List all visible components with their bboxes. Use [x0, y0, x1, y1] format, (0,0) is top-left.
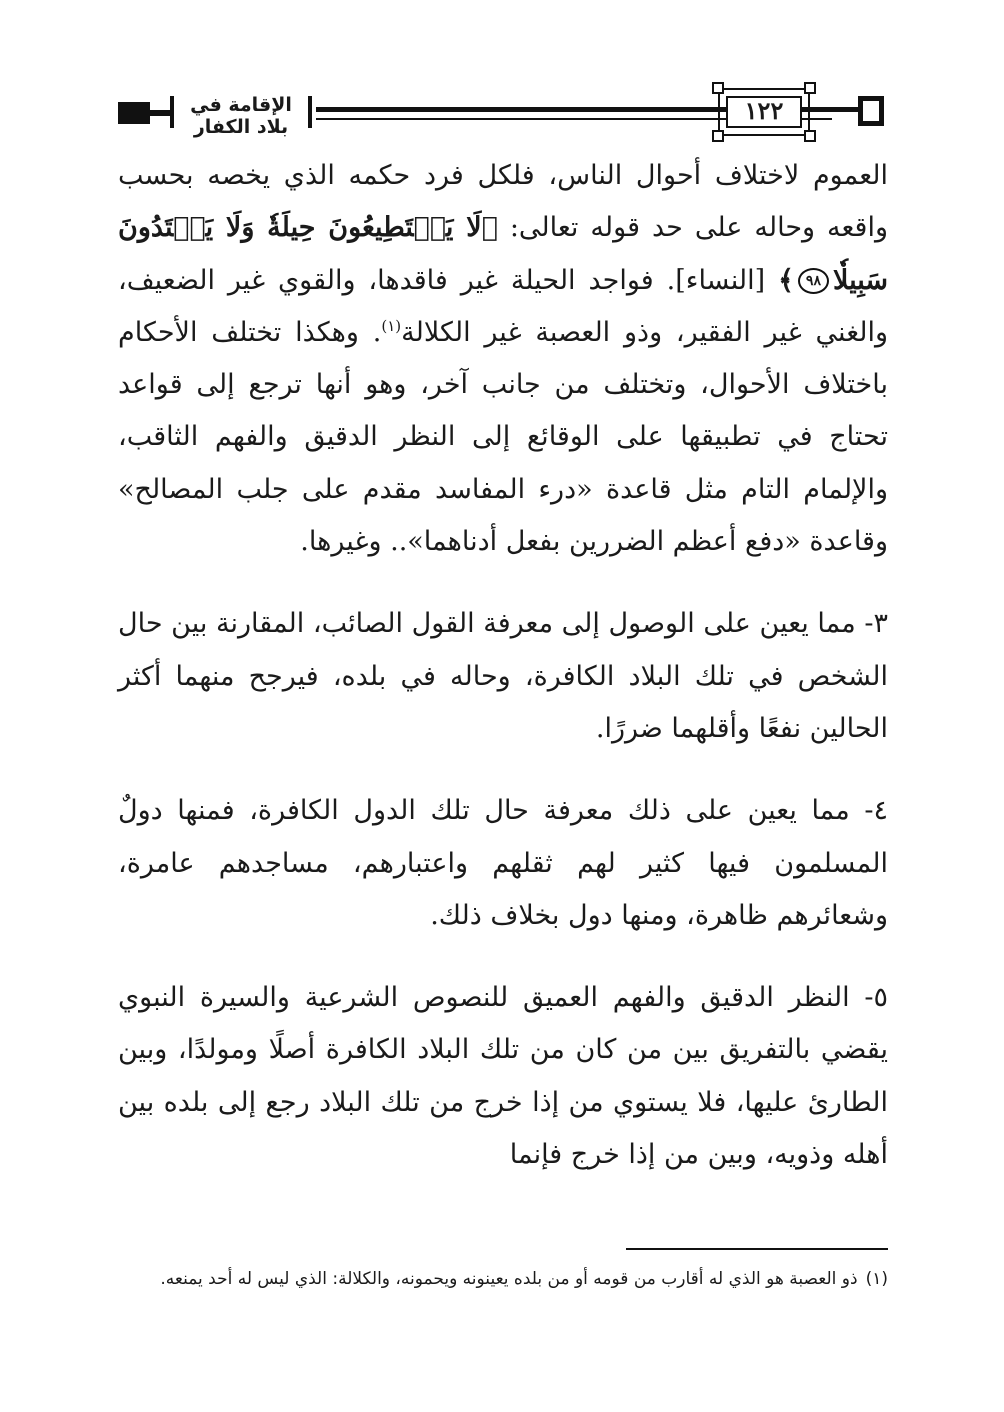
paragraph-text: [النساء]. فواجد الحيلة غير فاقدها، والقوي غير الضعيف، والغني غير الفقير، وذو العصبة غير الكلالة — [118, 264, 888, 348]
footnote-number: (١) — [865, 1269, 888, 1289]
frame-corner — [712, 130, 724, 142]
page-number-frame — [718, 88, 810, 136]
paragraph-3: ٤- مما يعين على ذلك معرفة حال تلك الدول الكافرة، فمنها دولٌ المسلمون فيها كثير لهم ثقلهم واعتبارهم، مساجدهم عامرة، وشعائرهم ظاهرة، ومنها دول بخلاف ذلك. — [118, 795, 888, 931]
header-ornament-bar — [170, 96, 174, 128]
page-number: ١٢٢ — [744, 96, 784, 125]
running-title: الإقامة في بلاد الكفار — [190, 94, 292, 138]
paragraph-1 — [118, 150, 888, 568]
paragraph-4: ٥- النظر الدقيق والفهم العميق للنصوص الشرعية والسيرة النبوي يقضي بالتفريق بين من كان من تلك البلاد الكافرة أصلًا ومولدًا، وبين الطارئ عليها، فلا يستوي من إذا خرج من تلك البلاد رجع إلى بلده بين أهله وذويه، وبين من إذا خرج فإنما — [118, 982, 888, 1171]
page-body — [118, 150, 888, 1181]
header-ornament-block — [118, 102, 150, 124]
footnote-reference[interactable]: (١) — [381, 316, 402, 335]
footnote — [118, 1262, 888, 1296]
paragraph-text: العموم لاختلاف أحوال الناس، فلكل فرد حكمه الذي يخصه بحسب واقعه وحاله على حد قوله تعالى: — [118, 160, 888, 244]
paragraph-2: ٣- مما يعين على الوصول إلى معرفة القول الصائب، المقارنة بين حال الشخص في تلك البلاد الكافرة، وحاله في بلده، فيرجح منهما أكثر الحالين نفعًا وأقلهما ضررًا. — [118, 608, 888, 744]
ayah-number: ٩٨ — [798, 268, 829, 294]
quran-text: ﴿لَا يَسۡتَطِيعُونَ حِيلَةٗ وَلَا يَهۡتَدُونَ سَبِيلٗا — [118, 212, 888, 296]
paragraph-text: . وهكذا تختلف الأحكام باختلاف الأحوال، وتختلف من جانب آخر، وهو أنها ترجع إلى قواعد تحتاج في تطبيقها على الوقائع إلى النظر الدقيق والفهم الثاقب، والإلمام التام مثل قاعدة «درء المفاسد مقدم على جلب المصالح» وقاعدة «دفع أعظم الضررين بفعل أدناهما».. وغيرها. — [118, 316, 888, 558]
frame-corner — [712, 82, 724, 94]
header-ornament-bar — [308, 96, 312, 128]
frame-corner — [804, 82, 816, 94]
header-ornament-stub — [832, 107, 858, 112]
page-header — [112, 80, 892, 144]
header-ornament-box — [858, 96, 884, 126]
frame-corner — [804, 130, 816, 142]
quran-close-bracket: ﴾ — [778, 264, 794, 296]
footnote-text: ذو العصبة هو الذي له أقارب من قومه أو من بلده يعينونه ويحمونه، والكلالة: الذي ليس له أحد يمنعه. — [160, 1269, 858, 1289]
footnote-separator — [626, 1248, 888, 1250]
header-ornament-stub — [150, 110, 170, 116]
